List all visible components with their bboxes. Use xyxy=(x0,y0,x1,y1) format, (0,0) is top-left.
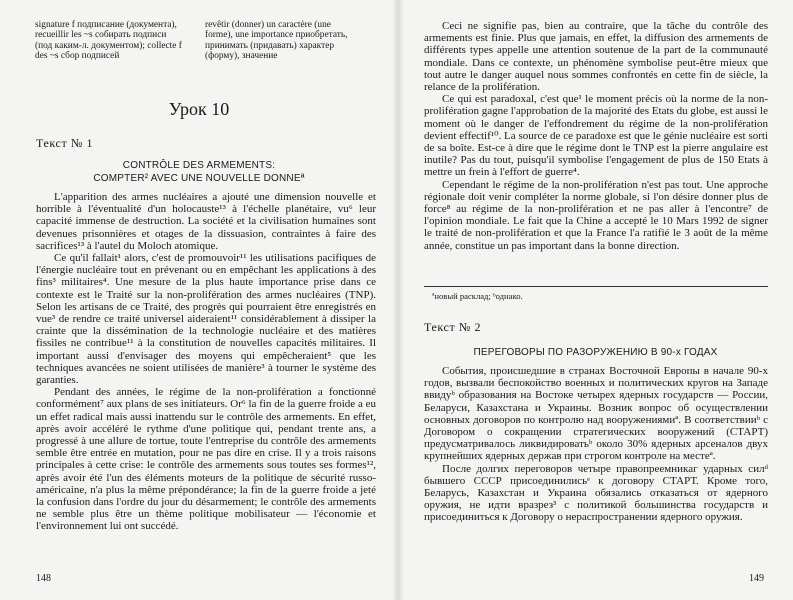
lesson-title: Урок 10 xyxy=(168,99,230,119)
paragraph: Ce qu'il fallait¹ alors, c'est de promouvoir¹¹ les utilisations pacifiques de l'énergie nucléaire tout en prévenant ou en empêchant les applications à des fins³ militaires⁴. Une mesure de la plus haute importance prise dans ce contexte est le Traité sur la non-prolifération des armes nucléaires (TNP). Selon les artisans de ce Traité, des progrès qui pourraient être enregistrés en vue³ de rendre ce traité universel aideraient¹¹ considérablement à dissiper la crainte que la dissémination de la technologie nucléaire et des matières fissiles ne contribue¹¹ à la constitution de nouvelles capacités militaires. Il important aussi d'envisager des moyens qui empêcheraient⁵ que les techniques avancées ne soient utilisées de manière³ à tourner le système des garanties. xyxy=(36,252,376,387)
glossary-line: (форму), значение xyxy=(205,51,278,62)
text-title: ПЕРЕГОВОРЫ ПО РАЗОРУЖЕНИЮ В 90-х ГОДАХ xyxy=(473,347,718,358)
paragraph: Pendant des années, le régime de la non-prolifération a fonctionné conformément⁷ aux plans de ses initiateurs. Or⁶ la fin de la guerre froide a eu un effet radical mais aussi inattendu sur le contrôle des armements. En effet, après avoir accéléré le rythme d'une politique qui, pendant trente ans, a progressé à une allure de tortue, toute l'entreprise du contrôle des armements semble être entrée en mutation, pour ne pas dire en crise. Il y a trois raisons principales à cette crise: le contrôle des armements sous toutes ses formes¹², après avoir été l'un des éléments moteurs de la politique de sécurité russo-américaine, n'a plus la même prépondérance; la fin de la guerre froide a jeté la confusion dans l'ordre du jour du désarmement; le contrôle des armements ne semble plus être un thème politique mobilisateur — l'économie et l'environnement lui ont succédé. xyxy=(36,386,376,533)
text-title-line-1: CONTRÔLE DES ARMEMENTS: xyxy=(122,160,276,171)
paragraph: После долгих переговоров четыре правопреемникаᴦ ударных силᵈ бывшего СССР присоединилисьᵉ к договору СТАРТ. Кроме того, Беларусь, Казахстан и Украина обязались отказаться от ядерного оружия, не идти вразрез³ с политикой большинства государств и присоединиться к Договору о нераспространении ядерного оружия. xyxy=(424,462,768,524)
paragraph: События, происшедшие в странах Восточной Европы в начале 90-х годов, вызвали беспокойство военных и политических кругов на Западе ввидуᵇ образования на Востоке четырех ядерных государств — России, Беларуси, Казахстана и Украины. Возник вопрос об осуществлении основных договоров по контролю над вооружениямиª. В соответствииᵇ с Договором о сокращении стратегических вооружений (СТАРТ) предусматривалось ликвидироватьᵇ около 30% ядерных арсеналов двух крупнейших ядерных держав при строгом контроле на местеª. xyxy=(424,365,768,463)
text-label: Текст № 2 xyxy=(424,320,482,334)
glossary-line: forme), une importance приобретать, xyxy=(205,30,348,41)
glossary-line: signature f подписание (документа), xyxy=(35,20,177,30)
glossary-line: (под каким-л. документом); collecte f xyxy=(35,40,182,51)
right-body-text-top xyxy=(424,20,768,252)
right-body-text-bottom xyxy=(424,365,768,524)
glossary-line: revêtir (donner) un caractère (une xyxy=(205,20,331,30)
text-title-line-2: COMPTER² AVEC UNE NOUVELLE DONNEª xyxy=(93,173,305,184)
paragraph: Cependant le régime de la non-prolifération n'est pas tout. Une approche régionale doit venir compléter la norme globale, si l'on désire donner plus de force⁸ au régime de la non-prolifération et ne pas aller à l'encontre⁷ de l'opinion mondiale. Le fait que la Chine a accepté le 10 Mars 1992 de signer le traité de non-prolifération et que la France l'a ratifié le 3 août de la même année, constitue un pas important dans la bonne direction. xyxy=(424,178,768,252)
page-number-left: 148 xyxy=(36,573,51,584)
footnote: ªновый расклад; ᵇоднако. xyxy=(432,291,523,301)
glossary-line: recueillir les ~s собирать подписи xyxy=(35,30,167,41)
glossary-line: des ~s сбор подписей xyxy=(35,51,120,62)
glossary-column-1 xyxy=(35,20,205,62)
footnote-rule xyxy=(424,286,768,287)
left-body-text xyxy=(36,191,376,533)
paragraph: Ceci ne signifie pas, bien au contraire, que la tâche du contrôle des armements est finie. Plus que jamais, en effet, la diffusion des armements de différents types appelle une attention soutenue de la part de la communauté mondiale. Dans ce contexte, un phénomène symbolise peut-être mieux que tout autre le danger auquel nous sommes confrontés en cette fin de siècle, la relance de la prolifération. xyxy=(424,20,768,94)
glossary-line: принимать (придавать) характер xyxy=(205,40,335,51)
page-number-right: 149 xyxy=(749,573,764,584)
text-label: Текст № 1 xyxy=(36,136,94,150)
book-gutter xyxy=(392,0,404,600)
glossary-column-2 xyxy=(205,20,375,62)
paragraph: L'apparition des armes nucléaires a ajouté une dimension nouvelle et horrible à l'éventualité d'un holocauste¹³ à l'échelle planétaire, vu⁶ leur capacité immense de destruction. La société et la civilisation humaines sont devenues prisonnières et otages de la dissuasion, contraintes à faire des sacrifices¹³ à l'autel du Moloch atomique. xyxy=(36,191,376,252)
paragraph: Ce qui est paradoxal, c'est que¹ le moment précis où la norme de la non-prolifération gagne l'approbation de la majorité des Etats du globe, est aussi le moment où le danger de l'effondrement du régime de la non-prolifération devient effectif¹⁰. La source de ce paradoxe est que le génie nucléaire est sorti de sa boîte. Est-ce à dire que le régime dont le TNP est la pierre angulaire est inutile? Pas du tout, puisqu'il symbolise l'engagement de plus de 150 Etats à mettre un frein à l'effort de guerre⁴. xyxy=(424,93,768,179)
